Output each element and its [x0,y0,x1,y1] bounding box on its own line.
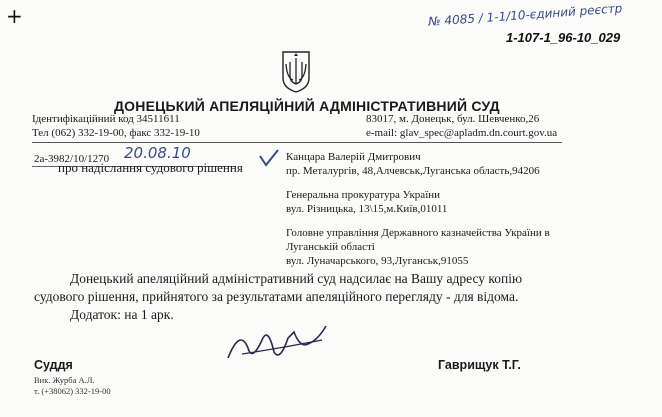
court-name: ДОНЕЦЬКИЙ АПЕЛЯЦІЙНИЙ АДМІНІСТРАТИВНИЙ СУД [114,98,500,114]
recipient-1-name: Канцара Валерій Дмитрович [286,151,421,163]
court-id-code: Ідентифікаційний код 34511611 [32,113,180,125]
attachment-note: Додаток: на 1 арк. [70,307,174,322]
court-phone: Тел (062) 332-19-00, факс 332-19-10 [32,127,200,139]
recipient-2-name: Генеральна прокуратура України [286,189,441,201]
body-line-2: судового рішення, прийнятого за результатами апеляційного перегляду - для відома. [34,289,519,304]
handwritten-registry-note: № 4085 / 1-1/10-єдиний реєстр [427,1,623,29]
executor-phone: т. (+38062) 332-19-00 [34,386,111,396]
court-email: e-mail: glav_spec@apladm.dn.court.gov.ua [366,127,558,139]
coat-of-arms-icon [280,50,312,94]
judge-signature [222,318,332,368]
header-divider [32,142,562,143]
recipient-3-name: Головне управління Державного казначейства України в [286,227,550,239]
reference-subject: про надіслання судового рішення [58,160,243,175]
body-line-1: Донецький апеляційний адміністративний суд надсилає на Вашу адресу копію [70,271,523,286]
signature-name: Гаврищук Т.Г. [438,358,521,372]
signature-title: Суддя [34,358,73,372]
check-mark-icon [258,148,280,168]
document-stamp-number: 1-107-1_96-10_029 [506,30,621,45]
recipient-3-region: Луганській області [286,241,375,253]
reference-number: 2а-3982/10/1270 [34,153,110,165]
reference-date: 20.08.10 [124,144,191,162]
court-address: 83017, м. Донецьк, бул. Шевченко,26 [366,113,540,125]
handwritten-corner-mark: + [6,4,23,28]
recipient-2-address: вул. Різницька, 13\15,м.Київ,01011 [286,203,448,215]
recipient-1-address: пр. Металургів, 48,Алчевськ,Луганська область,94206 [286,165,540,177]
recipient-3-address: вул. Луначарського, 93,Луганськ,91055 [286,255,469,267]
executor-name: Вик. Журба А.Л. [34,375,95,385]
